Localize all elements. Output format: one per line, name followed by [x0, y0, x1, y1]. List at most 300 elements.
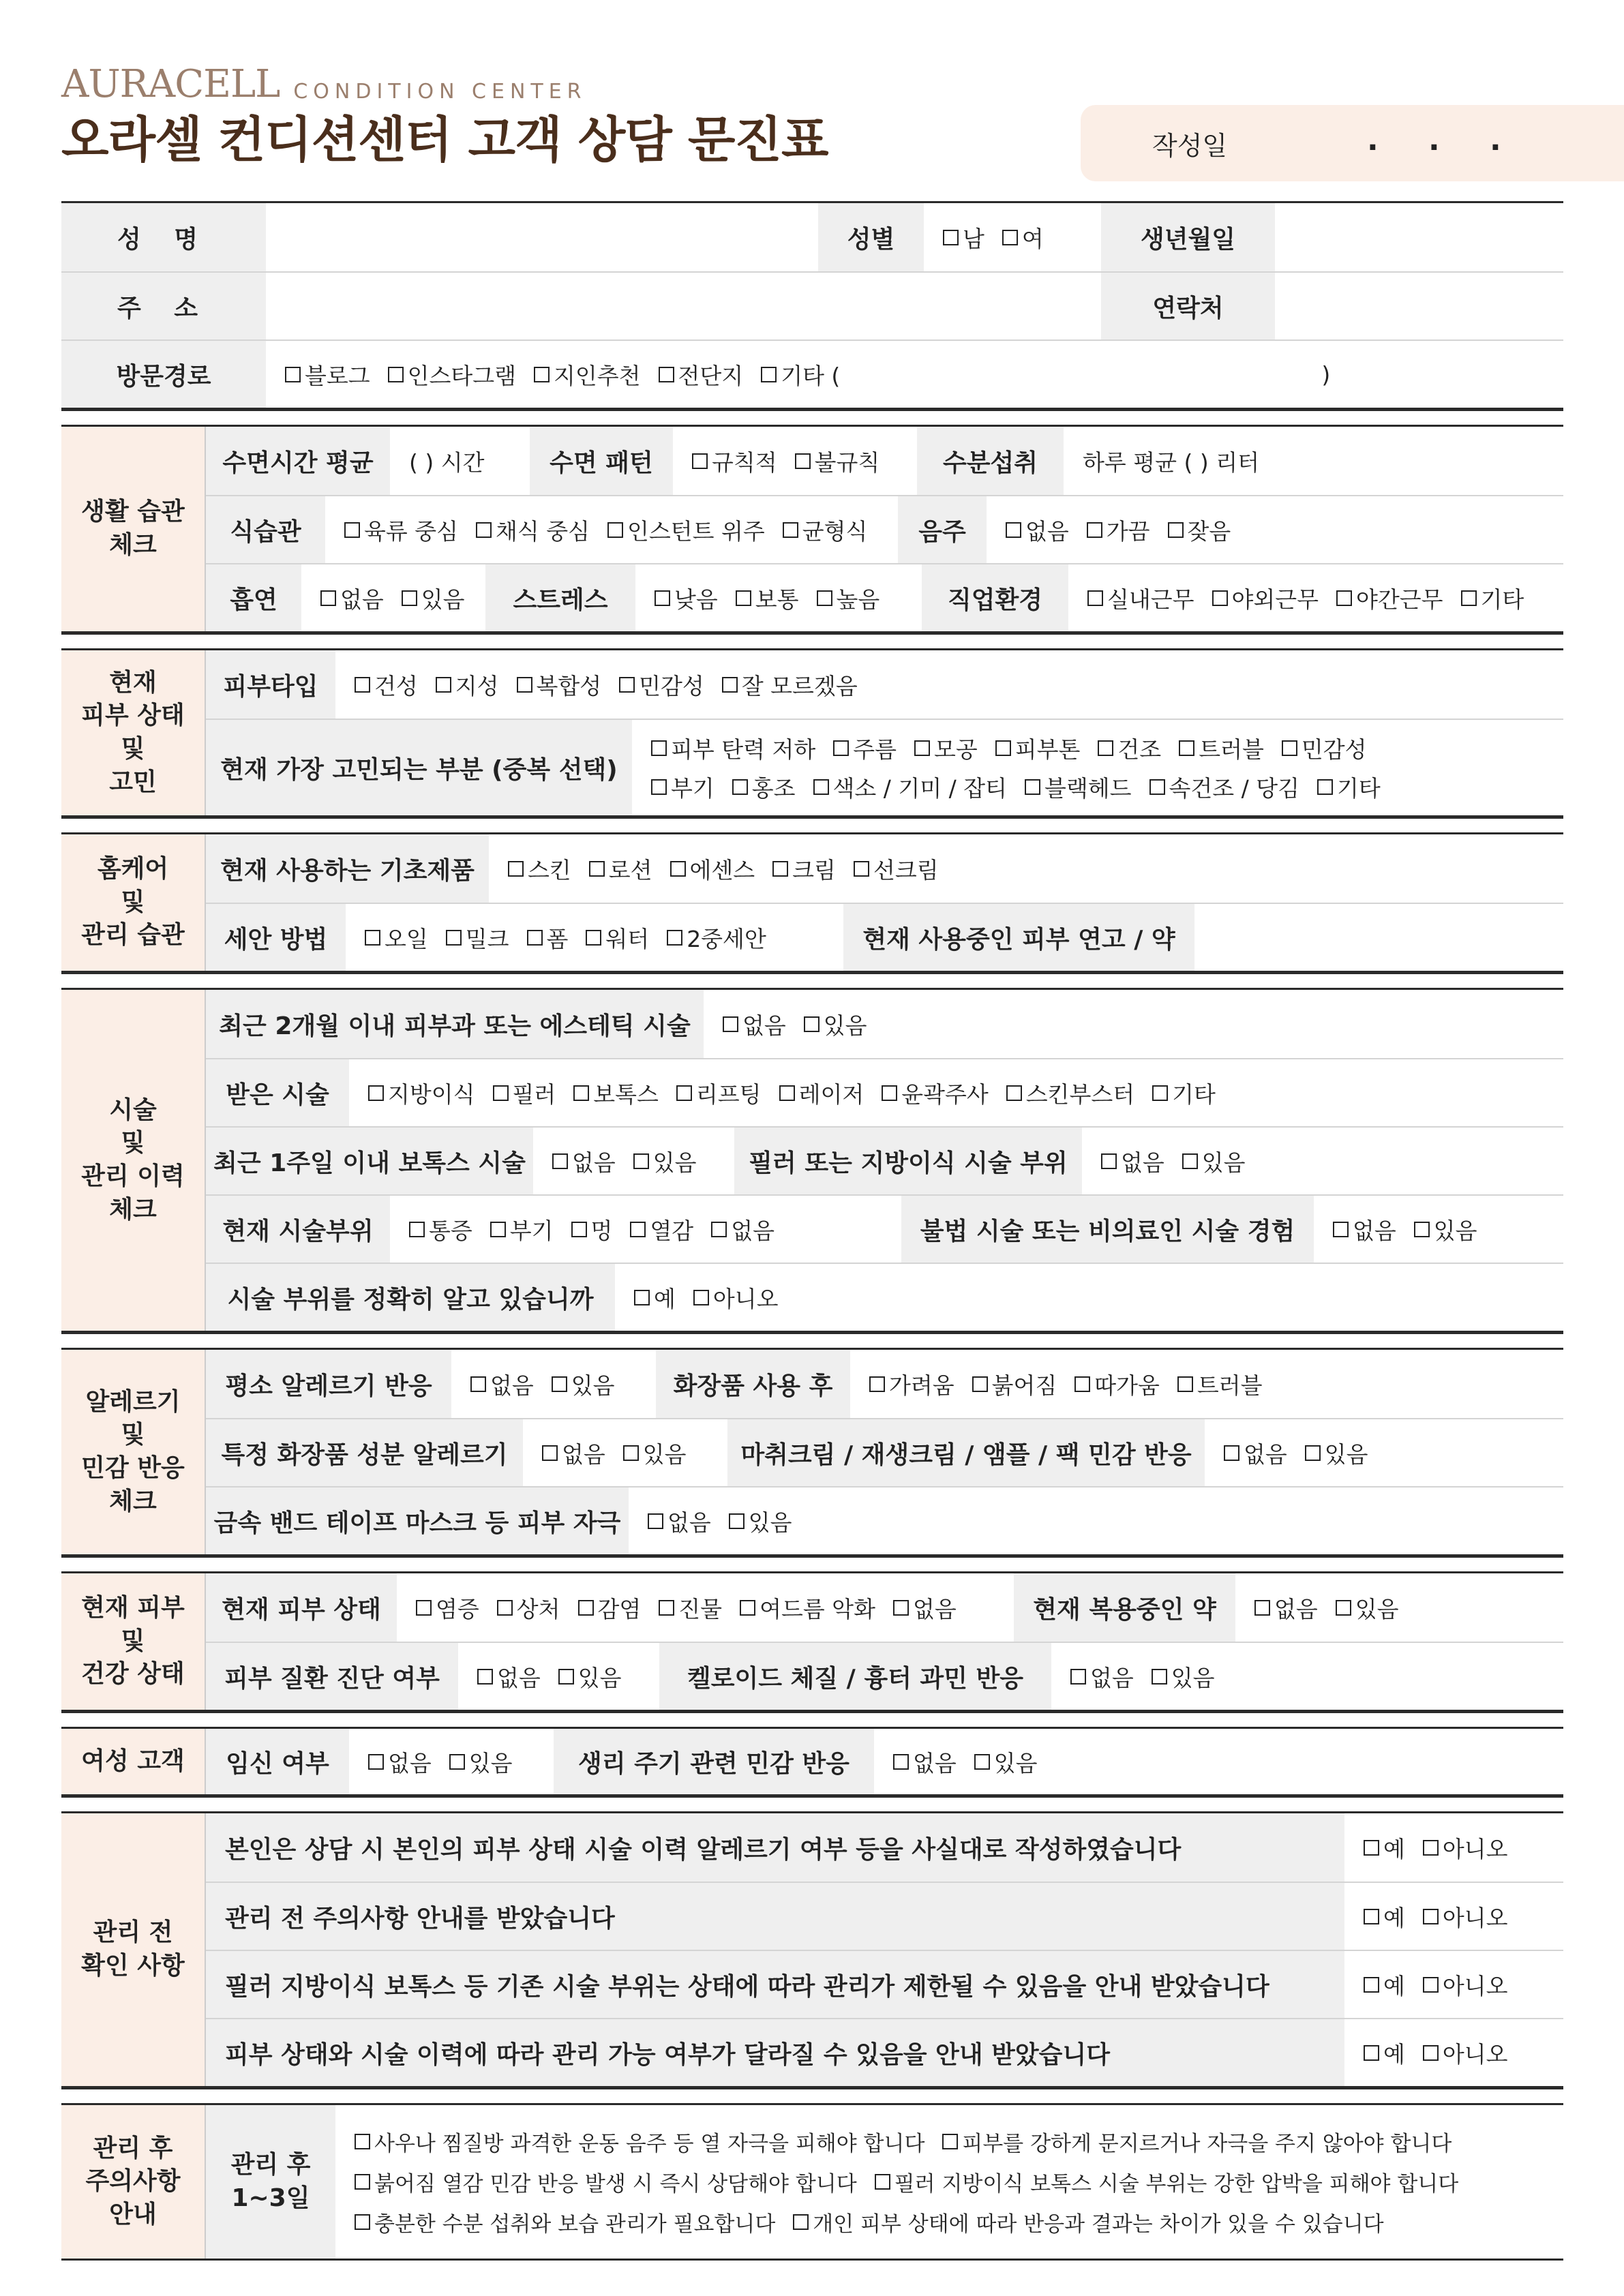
basic-product-label: 현재 사용하는 기초제품 [206, 834, 489, 903]
option-trouble[interactable]: 트러블 [1179, 732, 1264, 764]
checkbox[interactable] [667, 930, 682, 946]
checkbox[interactable] [634, 1290, 650, 1305]
skin-type-options [335, 650, 1563, 719]
ingredient-allergy-label: 특정 화장품 성분 알레르기 [206, 1419, 523, 1486]
received-procedure-label: 받은 시술 [206, 1059, 349, 1126]
option-cream[interactable]: 크림 [772, 853, 836, 885]
checkbox[interactable] [1098, 740, 1113, 756]
checkbox[interactable] [670, 861, 686, 877]
checkbox[interactable] [995, 740, 1011, 756]
option-pigment[interactable]: 색소 / 기미 / 잡티 [813, 771, 1007, 803]
checkbox[interactable] [893, 1754, 909, 1770]
option-heat[interactable]: 열감 [630, 1213, 693, 1245]
skin-section [61, 648, 1563, 817]
option-dry[interactable]: 건성 [355, 669, 418, 701]
diet-label: 식습관 [206, 496, 325, 563]
option-wrinkle[interactable]: 주름 [833, 732, 897, 764]
checkbox[interactable] [783, 522, 798, 538]
option-sensitivity[interactable]: 민감성 [1282, 732, 1367, 764]
option-skinbooster[interactable]: 스킨부스터 [1006, 1077, 1134, 1109]
checkbox[interactable] [534, 367, 550, 382]
address-field[interactable] [266, 273, 1101, 339]
checkbox[interactable] [1423, 1977, 1439, 1993]
option-low[interactable]: 낮음 [655, 582, 718, 614]
checkbox[interactable] [1461, 590, 1477, 606]
option-acne[interactable]: 여드름 악화 [740, 1592, 875, 1624]
illegal-procedure-label: 불법 시술 또는 비의료인 시술 경험 [901, 1196, 1314, 1263]
usual-allergy-label: 평소 알레르기 반응 [206, 1350, 451, 1418]
checkbox[interactable] [1423, 2045, 1439, 2061]
checkbox[interactable] [972, 1376, 988, 1392]
lifestyle-section [61, 425, 1563, 633]
aftercare-notes [335, 2105, 1563, 2259]
option-laser[interactable]: 레이저 [779, 1077, 864, 1109]
checkbox[interactable] [368, 1085, 384, 1101]
option-elasticity[interactable]: 피부 탄력 저하 [651, 732, 815, 764]
checkbox[interactable] [692, 453, 708, 469]
checkbox[interactable] [651, 740, 667, 756]
checkbox[interactable] [1224, 1445, 1239, 1461]
option-infection[interactable]: 감염 [578, 1592, 642, 1624]
option-inner-dryness[interactable]: 속건조 / 당김 [1149, 771, 1300, 803]
checkbox[interactable] [552, 1376, 567, 1392]
checkbox[interactable] [355, 2134, 370, 2149]
option-none[interactable]: 없음 [1070, 1661, 1134, 1693]
option-yes[interactable]: 예 [634, 1282, 676, 1314]
option-yes[interactable]: 있음 [1336, 1592, 1399, 1624]
concern-options [632, 720, 1563, 815]
option-yes[interactable]: 있음 [974, 1746, 1038, 1778]
option-none[interactable]: 없음 [1254, 1592, 1318, 1624]
ointment-field[interactable] [1194, 904, 1563, 971]
option-skin[interactable]: 스킨 [508, 853, 571, 885]
option-yes[interactable]: 있음 [729, 1505, 792, 1537]
option-lifting[interactable]: 리프팅 [676, 1077, 762, 1109]
checkbox[interactable] [1152, 1669, 1167, 1685]
option-filler[interactable]: 필러 [493, 1077, 556, 1109]
option-no[interactable]: 아니오 [1423, 1832, 1508, 1864]
checkbox[interactable] [659, 367, 674, 382]
medicine-options [1235, 1573, 1563, 1642]
checkbox[interactable] [1423, 1909, 1439, 1924]
option-instant[interactable]: 인스턴트 위주 [607, 514, 765, 546]
option-vegetable[interactable]: 채식 중심 [476, 514, 590, 546]
date-separator: . [1490, 123, 1501, 157]
procedure-section [61, 988, 1563, 1333]
option-blackhead[interactable]: 블랙헤드 [1025, 771, 1132, 803]
option-foam[interactable]: 폼 [527, 922, 569, 954]
checkbox[interactable] [344, 522, 360, 538]
route-option-referral[interactable]: 지인추천 [534, 359, 641, 391]
option-none[interactable]: 없음 [1333, 1213, 1396, 1245]
checkbox[interactable] [1317, 779, 1333, 795]
checkbox[interactable] [493, 1085, 509, 1101]
option-other[interactable]: 기타 [1461, 582, 1524, 614]
option-none[interactable]: 없음 [1006, 514, 1069, 546]
skin-type-label: 피부타입 [206, 650, 335, 719]
aftercare-section-label: 관리 후 주의사항 안내 [61, 2105, 206, 2259]
checkbox[interactable] [1305, 1445, 1321, 1461]
checkbox[interactable] [914, 740, 930, 756]
option-yes[interactable]: 있음 [623, 1437, 687, 1469]
checkbox[interactable] [476, 522, 492, 538]
checkbox[interactable] [813, 779, 829, 795]
gender-options [924, 203, 1101, 271]
option-none[interactable]: 없음 [470, 1368, 534, 1400]
botox-week-options [533, 1128, 734, 1194]
checkbox[interactable] [355, 2174, 370, 2190]
option-trouble[interactable]: 트러블 [1177, 1368, 1263, 1400]
option-none[interactable]: 없음 [1224, 1437, 1287, 1469]
checkbox[interactable] [875, 2174, 890, 2190]
checkbox[interactable] [648, 1513, 663, 1529]
option-yes[interactable]: 있음 [1152, 1661, 1215, 1693]
allergy-section [61, 1348, 1563, 1556]
checkbox[interactable] [623, 1445, 639, 1461]
checkbox[interactable] [402, 590, 417, 606]
wash-label: 세안 방법 [206, 904, 346, 971]
checkbox[interactable] [355, 677, 370, 693]
drink-label: 음주 [898, 496, 987, 563]
checkbox[interactable] [586, 930, 601, 946]
checkbox[interactable] [1087, 590, 1103, 606]
option-milk[interactable]: 밀크 [446, 922, 509, 954]
option-none[interactable]: 없음 [368, 1746, 432, 1778]
birth-field[interactable] [1275, 203, 1563, 271]
checkbox[interactable] [1212, 590, 1228, 606]
smoke-options [301, 564, 485, 631]
checkbox[interactable] [1336, 590, 1352, 606]
recent-procedure-label: 최근 2개월 이내 피부과 또는 에스테틱 시술 [206, 990, 704, 1058]
option-contour[interactable]: 윤곽주사 [882, 1077, 989, 1109]
checkbox[interactable] [1414, 1222, 1430, 1237]
option-no[interactable]: 아니오 [1423, 2037, 1508, 2069]
option-sting[interactable]: 따가움 [1074, 1368, 1160, 1400]
checkbox[interactable] [817, 590, 832, 606]
option-yes[interactable]: 예 [1364, 1832, 1405, 1864]
filler-area-options [1082, 1128, 1563, 1194]
option-pore[interactable]: 모공 [914, 732, 978, 764]
checkbox[interactable] [409, 1222, 425, 1237]
stress-label: 스트레스 [485, 564, 635, 631]
checkbox[interactable] [1364, 1909, 1379, 1924]
checkbox[interactable] [1333, 1222, 1349, 1237]
option-none[interactable]: 없음 [542, 1437, 605, 1469]
checkbox[interactable] [1282, 740, 1297, 756]
checkbox[interactable] [1006, 522, 1021, 538]
checkbox[interactable] [736, 590, 751, 606]
option-none[interactable]: 없음 [711, 1213, 775, 1245]
ointment-label: 현재 사용중인 피부 연고 / 약 [843, 904, 1194, 971]
option-none[interactable]: 없음 [723, 1008, 786, 1040]
water-field[interactable]: 하루 평균 ( ) 리터 [1083, 449, 1259, 476]
option-night[interactable]: 야간근무 [1336, 582, 1443, 614]
option-yes[interactable]: 예 [1364, 1901, 1405, 1933]
checkbox[interactable] [633, 1153, 649, 1169]
option-yes[interactable]: 있음 [552, 1368, 615, 1400]
option-no[interactable]: 아니오 [1423, 1969, 1508, 2001]
checkbox[interactable] [285, 367, 301, 382]
option-bruise[interactable]: 멍 [571, 1213, 613, 1245]
checkbox[interactable] [1002, 230, 1018, 245]
option-no[interactable]: 아니오 [693, 1282, 779, 1314]
option-meat[interactable]: 육류 중심 [344, 514, 458, 546]
checkbox[interactable] [1074, 1376, 1090, 1392]
option-none[interactable]: 없음 [893, 1592, 957, 1624]
aftercare-period-label: 관리 후 1~3일 [206, 2105, 335, 2259]
route-close-paren: ) [1321, 361, 1331, 388]
contact-field[interactable] [1275, 273, 1563, 339]
option-regular[interactable]: 규칙적 [692, 445, 777, 477]
option-itch[interactable]: 가려움 [869, 1368, 954, 1400]
diagnosis-options [458, 1643, 659, 1710]
option-yes[interactable]: 있음 [804, 1008, 867, 1040]
option-water[interactable]: 워터 [586, 922, 649, 954]
checkbox[interactable] [1168, 522, 1184, 538]
checkbox[interactable] [942, 2134, 958, 2149]
checkbox[interactable] [1364, 1840, 1379, 1856]
option-no[interactable]: 아니오 [1423, 1901, 1508, 1933]
checkbox[interactable] [365, 930, 380, 946]
option-lotion[interactable]: 로션 [589, 853, 652, 885]
option-suncream[interactable]: 선크림 [854, 853, 939, 885]
option-yes[interactable]: 있음 [402, 582, 465, 614]
checkbox[interactable] [943, 230, 959, 245]
route-option-instagram[interactable]: 인스타그램 [388, 359, 516, 391]
checkbox[interactable] [1364, 2045, 1379, 2061]
option-high[interactable]: 높음 [817, 582, 880, 614]
checkbox[interactable] [795, 453, 811, 469]
checkbox[interactable] [589, 861, 605, 877]
option-yes[interactable]: 있음 [1414, 1213, 1477, 1245]
sleep-pattern-label: 수면 패턴 [530, 427, 673, 495]
option-sometimes[interactable]: 가끔 [1087, 514, 1150, 546]
checkbox[interactable] [470, 1376, 486, 1392]
checkbox[interactable] [893, 1600, 909, 1616]
option-yes[interactable]: 예 [1364, 1969, 1405, 2001]
checkbox[interactable] [882, 1085, 897, 1101]
aftercare-note[interactable]: 붉어짐 열감 민감 반응 발생 시 즉시 상담해야 합니다 [355, 2166, 857, 2197]
contact-label: 연락처 [1101, 273, 1275, 339]
checkbox[interactable] [517, 677, 532, 693]
homecare-section [61, 832, 1563, 973]
keloid-label: 켈로이드 체질 / 흉터 과민 반응 [659, 1643, 1051, 1710]
checkbox[interactable] [974, 1754, 990, 1770]
checkbox[interactable] [552, 1153, 568, 1169]
checkbox[interactable] [1254, 1600, 1270, 1616]
checkbox[interactable] [1101, 1153, 1117, 1169]
checkbox[interactable] [508, 861, 524, 877]
option-other[interactable]: 기타 [1152, 1077, 1216, 1109]
option-sensitive[interactable]: 민감성 [619, 669, 704, 701]
option-none[interactable]: 없음 [552, 1145, 616, 1177]
checkbox[interactable] [659, 1600, 674, 1616]
date-label: 작성일 [1152, 130, 1228, 161]
option-essence[interactable]: 에센스 [670, 853, 755, 885]
checkbox[interactable] [578, 1600, 594, 1616]
checkbox[interactable] [761, 367, 777, 382]
option-inflammation[interactable]: 염증 [416, 1592, 479, 1624]
checkbox[interactable] [793, 2214, 809, 2230]
option-swelling[interactable]: 부기 [651, 771, 715, 803]
aftercare-note[interactable]: 필러 지방이식 보톡스 시술 부위는 강한 압박을 피해야 합니다 [875, 2166, 1458, 2197]
metal-irritation-options [629, 1487, 1563, 1554]
checkbox[interactable] [527, 930, 543, 946]
usual-allergy-options [451, 1350, 656, 1418]
route-option-flyer[interactable]: 전단지 [659, 359, 744, 391]
option-medium[interactable]: 보통 [736, 582, 799, 614]
checkbox[interactable] [732, 779, 748, 795]
gender-option-male[interactable]: 남 [943, 222, 984, 254]
option-none[interactable]: 없음 [320, 582, 384, 614]
checkbox[interactable] [779, 1085, 795, 1101]
checkbox[interactable] [1177, 1376, 1193, 1392]
option-none[interactable]: 없음 [893, 1746, 957, 1778]
option-yes[interactable]: 있음 [1305, 1437, 1368, 1469]
option-pain[interactable]: 통증 [409, 1213, 472, 1245]
checkbox[interactable] [1087, 522, 1102, 538]
checkbox[interactable] [1423, 1840, 1439, 1856]
checkbox[interactable] [772, 861, 788, 877]
option-dryness[interactable]: 건조 [1098, 732, 1161, 764]
option-skintone[interactable]: 피부톤 [995, 732, 1081, 764]
aftercare-note[interactable]: 충분한 수분 섭취와 보습 관리가 필요합니다 [355, 2207, 775, 2237]
checkbox[interactable] [320, 590, 336, 606]
checkbox[interactable] [711, 1222, 727, 1237]
option-irregular[interactable]: 불규칙 [795, 445, 880, 477]
checkbox[interactable] [854, 861, 869, 877]
checkbox[interactable] [676, 1085, 692, 1101]
checkbox[interactable] [1025, 779, 1040, 795]
job-label: 직업환경 [922, 564, 1068, 631]
checkbox[interactable] [630, 1222, 646, 1237]
checkbox[interactable] [1149, 779, 1165, 795]
option-combination[interactable]: 복합성 [517, 669, 602, 701]
checkbox[interactable] [416, 1600, 432, 1616]
option-double[interactable]: 2중세안 [667, 922, 766, 954]
checkbox[interactable] [355, 2214, 370, 2230]
option-none[interactable]: 없음 [648, 1505, 711, 1537]
checkbox[interactable] [388, 367, 404, 382]
option-botox[interactable]: 보톡스 [573, 1077, 659, 1109]
skin-status-label: 현재 피부 상태 [206, 1573, 397, 1642]
diagnosis-label: 피부 질환 진단 여부 [206, 1643, 458, 1710]
option-exudate[interactable]: 진물 [659, 1592, 722, 1624]
route-option-blog[interactable]: 블로그 [285, 359, 370, 391]
option-yes[interactable]: 있음 [558, 1661, 622, 1693]
option-wound[interactable]: 상처 [497, 1592, 560, 1624]
checkbox[interactable] [558, 1669, 574, 1685]
checkbox[interactable] [449, 1754, 465, 1770]
option-none[interactable]: 없음 [477, 1661, 541, 1693]
recent-procedure-options [704, 990, 1563, 1058]
confirm-item: 관리 전 주의사항 안내를 받았습니다 [206, 1883, 1344, 1950]
checkbox[interactable] [693, 1290, 709, 1305]
brand-name: AURACELL [61, 62, 280, 106]
aftercare-section [61, 2103, 1563, 2261]
option-oily[interactable]: 지성 [436, 669, 499, 701]
option-outdoor[interactable]: 야외근무 [1212, 582, 1319, 614]
checkbox[interactable] [619, 677, 635, 693]
checkbox[interactable] [497, 1600, 513, 1616]
checkbox[interactable] [490, 1222, 506, 1237]
checkbox[interactable] [607, 522, 623, 538]
checkbox[interactable] [833, 740, 849, 756]
checkbox[interactable] [571, 1222, 587, 1237]
aftercare-note[interactable]: 사우나 찜질방 과격한 운동 음주 등 열 자극을 피해야 합니다 [355, 2126, 924, 2157]
option-redness[interactable]: 붉어짐 [972, 1368, 1057, 1400]
confirm-item: 필러 지방이식 보톡스 등 기존 시술 부위는 상태에 따라 관리가 제한될 수 있음을 안내 받았습니다 [206, 1951, 1344, 2018]
checkbox[interactable] [1179, 740, 1194, 756]
ingredient-allergy-options [523, 1419, 727, 1486]
checkbox[interactable] [655, 590, 670, 606]
option-indoor[interactable]: 실내근무 [1087, 582, 1194, 614]
option-yes[interactable]: 예 [1364, 2037, 1405, 2069]
checkbox[interactable] [1336, 1600, 1351, 1616]
checkbox[interactable] [651, 779, 667, 795]
checkbox[interactable] [869, 1376, 885, 1392]
aftercare-note[interactable]: 개인 피부 상태에 따라 반응과 결과는 차이가 있을 수 있습니다 [793, 2207, 1383, 2237]
filler-area-label: 필러 또는 지방이식 시술 부위 [734, 1128, 1082, 1194]
checkbox[interactable] [573, 1085, 589, 1101]
option-fat-graft[interactable]: 지방이식 [368, 1077, 475, 1109]
checkbox[interactable] [436, 677, 451, 693]
option-other[interactable]: 기타 [1317, 771, 1381, 803]
received-procedure-options [349, 1059, 1563, 1126]
gender-label: 성별 [818, 203, 924, 271]
checkbox[interactable] [804, 1016, 819, 1032]
know-area-label: 시술 부위를 정확히 알고 있습니까 [206, 1264, 615, 1331]
checkbox[interactable] [368, 1754, 384, 1770]
checkbox[interactable] [1070, 1669, 1086, 1685]
gender-option-female[interactable]: 여 [1002, 222, 1044, 254]
drink-options [987, 496, 1563, 563]
option-oil[interactable]: 오일 [365, 922, 428, 954]
checkbox[interactable] [477, 1669, 493, 1685]
illegal-procedure-options [1314, 1196, 1563, 1263]
procedure-section-label: 시술 및 관리 이력 체크 [61, 990, 206, 1331]
name-field[interactable] [266, 203, 818, 271]
checkbox[interactable] [723, 1016, 738, 1032]
option-yes[interactable]: 있음 [449, 1746, 513, 1778]
option-unknown[interactable]: 잘 모르겠음 [722, 669, 858, 701]
period-options [874, 1729, 1563, 1794]
checkbox[interactable] [729, 1513, 745, 1529]
checkbox[interactable] [1152, 1085, 1168, 1101]
checkbox[interactable] [1364, 1977, 1379, 1993]
option-redness[interactable]: 홍조 [732, 771, 796, 803]
checkbox[interactable] [446, 930, 462, 946]
option-yes[interactable]: 있음 [1182, 1145, 1246, 1177]
checkbox[interactable] [740, 1600, 755, 1616]
pregnant-label: 임신 여부 [206, 1729, 349, 1794]
job-options [1068, 564, 1563, 631]
option-yes[interactable]: 있음 [633, 1145, 697, 1177]
option-balanced[interactable]: 균형식 [783, 514, 868, 546]
sleep-time-field[interactable]: ( ) 시간 [409, 449, 485, 476]
keloid-options [1051, 1643, 1563, 1710]
route-option-other[interactable]: 기타 ( [761, 359, 840, 391]
option-swelling[interactable]: 부기 [490, 1213, 554, 1245]
option-none[interactable]: 없음 [1101, 1145, 1164, 1177]
checkbox[interactable] [542, 1445, 558, 1461]
option-often[interactable]: 잦음 [1168, 514, 1231, 546]
aftercare-note[interactable]: 피부를 강하게 문지르거나 자극을 주지 않아야 합니다 [942, 2126, 1452, 2157]
checkbox[interactable] [1006, 1085, 1022, 1101]
route-label: 방문경로 [61, 341, 266, 408]
checkbox[interactable] [1182, 1153, 1198, 1169]
checkbox[interactable] [722, 677, 738, 693]
